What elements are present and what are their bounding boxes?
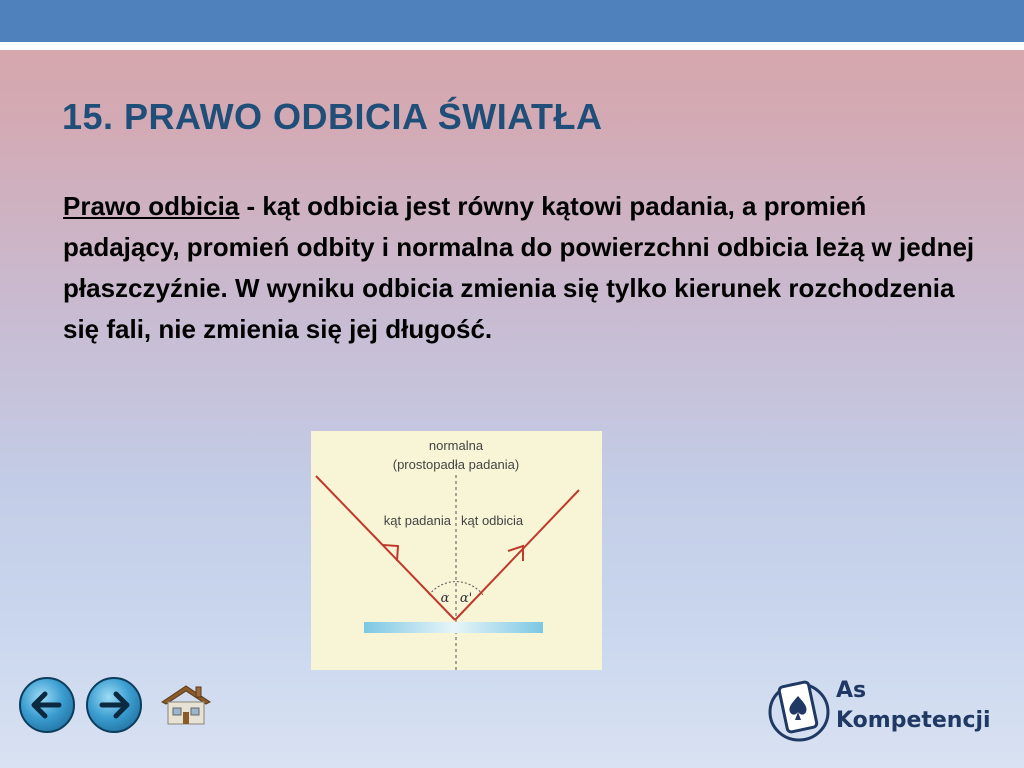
reflection-diagram — [311, 431, 602, 670]
alpha-label: α — [440, 591, 450, 606]
arrow-right-icon — [88, 679, 140, 731]
logo-text — [836, 676, 991, 736]
definition-text: - kąt odbicia jest równy kątowi padania, a promień padający, promień odbity i normalna do powierzchni odbicia leżą w jednej płaszczyźnie. W wyniku odbicia zmienia się tylko kierunek rozchodzenia się fali, nie zmienia się jej długość. — [63, 191, 975, 344]
top-accent-bar — [0, 0, 1024, 42]
normal-sublabel: (prostopadła padania) — [392, 457, 520, 472]
alpha-prime-label: α' — [459, 591, 473, 606]
arrow-left-icon — [21, 679, 73, 731]
logo-line-1: As — [836, 678, 867, 703]
mirror-surface — [364, 622, 543, 633]
home-icon — [158, 682, 214, 728]
home-button[interactable] — [158, 682, 214, 728]
definition-term: Prawo odbicia — [63, 191, 240, 221]
spade-card-logo-icon — [766, 672, 832, 744]
top-divider — [0, 42, 1024, 50]
as-kompetencji-logo — [766, 672, 1006, 744]
previous-slide-button[interactable] — [19, 677, 75, 733]
normal-label: normalna — [428, 438, 484, 453]
slide-title: 15. PRAWO ODBICIA ŚWIATŁA — [62, 96, 603, 137]
logo-line-2: Kompetencji — [836, 708, 991, 733]
reflection-angle-label: kąt odbicia — [461, 513, 524, 528]
incidence-angle-label: kąt padania — [383, 513, 451, 528]
next-slide-button[interactable] — [86, 677, 142, 733]
definition-paragraph — [63, 186, 983, 350]
